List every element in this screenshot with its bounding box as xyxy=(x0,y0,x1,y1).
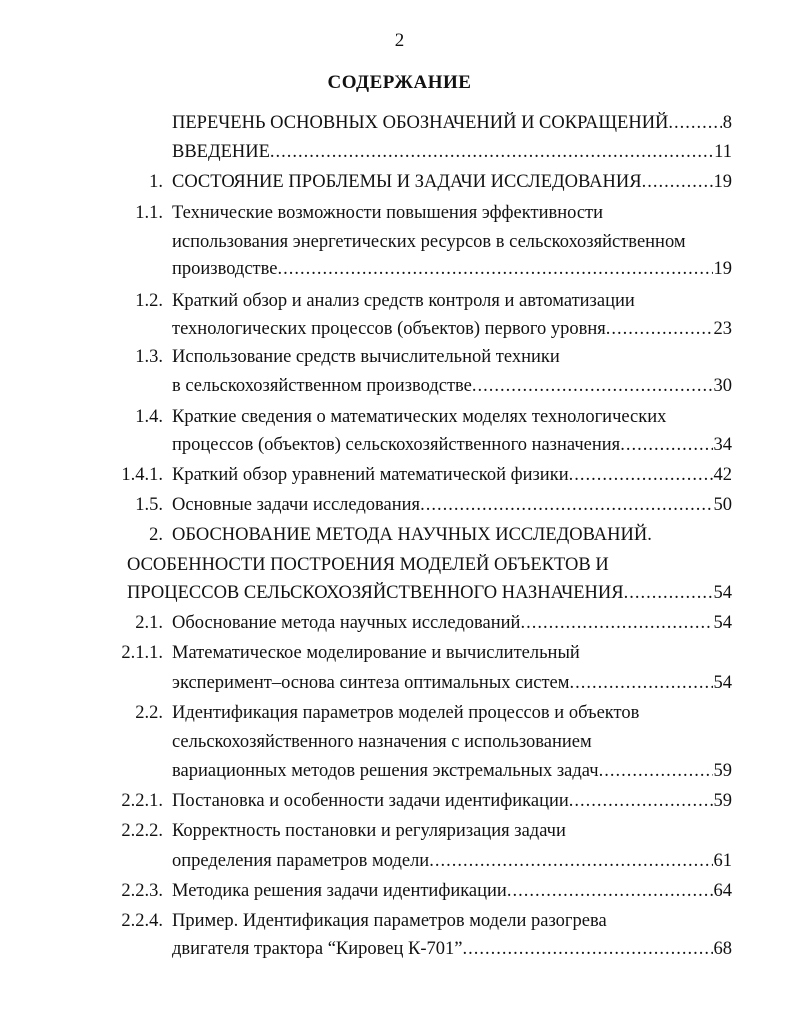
toc-page-number: 54 xyxy=(713,613,732,633)
toc-section-number: 2.2. xyxy=(135,703,163,723)
toc-entry-title: Краткий обзор и анализ средств контроля и автоматизации xyxy=(172,291,635,311)
toc-page-number: 30 xyxy=(713,376,732,396)
toc-entry[interactable] xyxy=(172,258,732,280)
toc-entry[interactable] xyxy=(149,171,732,193)
toc-entry[interactable] xyxy=(121,790,732,812)
toc-entry[interactable] xyxy=(172,434,732,456)
toc-entry[interactable] xyxy=(121,880,732,902)
toc-entry-title: Обоснование метода научных исследований xyxy=(172,613,521,633)
toc-page-number: 54 xyxy=(713,673,732,693)
toc-page-number: 64 xyxy=(713,881,732,901)
toc-page-number: 19 xyxy=(713,259,732,279)
toc-entry-title: СОСТОЯНИЕ ПРОБЛЕМЫ И ЗАДАЧИ ИССЛЕДОВАНИЯ xyxy=(172,172,642,192)
toc-entry-title: Краткий обзор уравнений математической физики xyxy=(172,465,569,485)
toc-entry-title: двигателя трактора “Кировец К-701” xyxy=(172,939,463,959)
toc-section-number: 1. xyxy=(149,172,163,192)
page-title: СОДЕРЖАНИЕ xyxy=(327,72,472,93)
toc-entry-title: ПРОЦЕССОВ СЕЛЬСКОХОЗЯЙСТВЕННОГО НАЗНАЧЕНИЯ xyxy=(127,583,624,603)
toc-entry[interactable] xyxy=(172,112,732,134)
toc-section-number: 1.3. xyxy=(135,347,163,367)
toc-leader-dots xyxy=(463,938,713,960)
toc-leader-dots xyxy=(520,612,712,634)
toc-page-number: 19 xyxy=(713,172,732,192)
toc-page-number: 68 xyxy=(713,939,732,959)
page-number: 2 xyxy=(394,30,405,51)
toc-page-number: 34 xyxy=(713,435,732,455)
toc-section-number: 1.1. xyxy=(135,203,163,223)
toc-entry-title: Краткие сведения о математических моделях технологических xyxy=(172,407,667,427)
toc-section-number: 2.2.4. xyxy=(121,911,163,931)
toc-entry-line xyxy=(121,642,732,664)
toc-page-number: 61 xyxy=(713,851,732,871)
toc-entry[interactable] xyxy=(172,141,732,163)
toc-entry-title: Методика решения задачи идентификации xyxy=(172,881,507,901)
toc-entry[interactable] xyxy=(172,672,732,694)
toc-entry[interactable] xyxy=(172,318,732,340)
toc-leader-dots xyxy=(668,112,721,134)
toc-entry-line xyxy=(121,910,732,932)
toc-section-number: 2.2.1. xyxy=(121,791,163,811)
toc-entry-title: Постановка и особенности задачи идентификации xyxy=(172,791,569,811)
toc-leader-dots xyxy=(420,494,712,516)
toc-entry-title: сельскохозяйственного назначения с использованием xyxy=(172,732,592,752)
toc-entry-title: ВВЕДЕНИЕ xyxy=(172,142,270,162)
toc-leader-dots xyxy=(507,880,713,902)
toc-entry-title: процессов (объектов) сельскохозяйственного назначения xyxy=(172,435,621,455)
toc-entry-title: ПЕРЕЧЕНЬ ОСНОВНЫХ ОБОЗНАЧЕНИЙ И СОКРАЩЕНИЙ xyxy=(172,113,669,133)
toc-entry-title: производстве xyxy=(172,259,278,279)
toc-entry-title: в сельскохозяйственном производстве xyxy=(172,376,472,396)
toc-leader-dots xyxy=(270,141,713,163)
toc-entry[interactable] xyxy=(172,850,732,872)
toc-page-number: 54 xyxy=(713,583,732,603)
toc-entry-line xyxy=(121,820,732,842)
toc-entry-title: ОСОБЕННОСТИ ПОСТРОЕНИЯ МОДЕЛЕЙ ОБЪЕКТОВ И xyxy=(127,555,609,575)
toc-entry-line xyxy=(135,406,732,428)
toc-leader-dots xyxy=(277,258,712,280)
toc-page-number: 11 xyxy=(714,142,732,162)
toc-leader-dots xyxy=(620,434,712,456)
toc-section-number: 2. xyxy=(149,525,163,545)
toc-entry-line xyxy=(149,524,732,546)
toc-section-number: 2.1.1. xyxy=(121,643,163,663)
toc-leader-dots xyxy=(599,760,713,782)
toc-section-number: 1.2. xyxy=(135,291,163,311)
toc-entry-title: Корректность постановки и регуляризация задачи xyxy=(172,821,566,841)
toc-section-number: 1.4. xyxy=(135,407,163,427)
toc-leader-dots xyxy=(606,318,713,340)
toc-leader-dots xyxy=(642,171,713,193)
toc-entry[interactable] xyxy=(172,760,732,782)
toc-entry[interactable] xyxy=(135,494,732,516)
toc-entry-line xyxy=(172,731,732,753)
toc-page-number: 42 xyxy=(713,465,732,485)
toc-entry-title: ОБОСНОВАНИЕ МЕТОДА НАУЧНЫХ ИССЛЕДОВАНИЙ. xyxy=(172,525,652,545)
toc-leader-dots xyxy=(569,464,713,486)
toc-section-number: 1.5. xyxy=(135,495,163,515)
toc-section-number: 2.1. xyxy=(135,613,163,633)
toc-entry[interactable] xyxy=(172,938,732,960)
toc-leader-dots xyxy=(624,582,713,604)
toc-entry-line xyxy=(135,202,732,224)
toc-section-number: 2.2.3. xyxy=(121,881,163,901)
toc-section-number: 2.2.2. xyxy=(121,821,163,841)
toc-leader-dots xyxy=(569,790,713,812)
toc-entry-title: Технические возможности повышения эффективности xyxy=(172,203,604,223)
toc-leader-dots xyxy=(569,672,712,694)
toc-entry-line xyxy=(135,346,732,368)
toc-entry-title: Использование средств вычислительной техники xyxy=(172,347,560,367)
toc-page-number: 59 xyxy=(713,791,732,811)
toc-entry-title: определения параметров модели xyxy=(172,851,430,871)
toc-entry-title: вариационных методов решения экстремальных задач xyxy=(172,761,599,781)
toc-leader-dots xyxy=(429,850,712,872)
toc-page-number: 8 xyxy=(722,113,732,133)
toc-page-number: 59 xyxy=(713,761,732,781)
toc-entry-line xyxy=(135,290,732,312)
toc-entry-title: Пример. Идентификация параметров модели разогрева xyxy=(172,911,607,931)
toc-entry-title: Основные задачи исследования xyxy=(172,495,421,515)
toc-entry-line xyxy=(172,231,732,253)
toc-entry-line xyxy=(127,554,732,576)
toc-entry-title: эксперимент–основа синтеза оптимальных систем xyxy=(172,673,570,693)
toc-page-number: 23 xyxy=(713,319,732,339)
toc-entry-title: Идентификация параметров моделей процессов и объектов xyxy=(172,703,640,723)
toc-entry-line xyxy=(135,702,732,724)
toc-section-number: 1.4.1. xyxy=(121,465,163,485)
toc-entry[interactable] xyxy=(121,464,732,486)
toc-entry[interactable] xyxy=(172,375,732,397)
toc-leader-dots xyxy=(472,375,713,397)
toc-entry[interactable] xyxy=(127,582,732,604)
toc-page-number: 50 xyxy=(713,495,732,515)
toc-entry-title: использования энергетических ресурсов в сельскохозяйственном xyxy=(172,232,686,252)
toc-entry[interactable] xyxy=(135,612,732,634)
toc-entry-title: технологических процессов (объектов) первого уровня xyxy=(172,319,606,339)
toc-entry-title: Математическое моделирование и вычислительный xyxy=(172,643,580,663)
